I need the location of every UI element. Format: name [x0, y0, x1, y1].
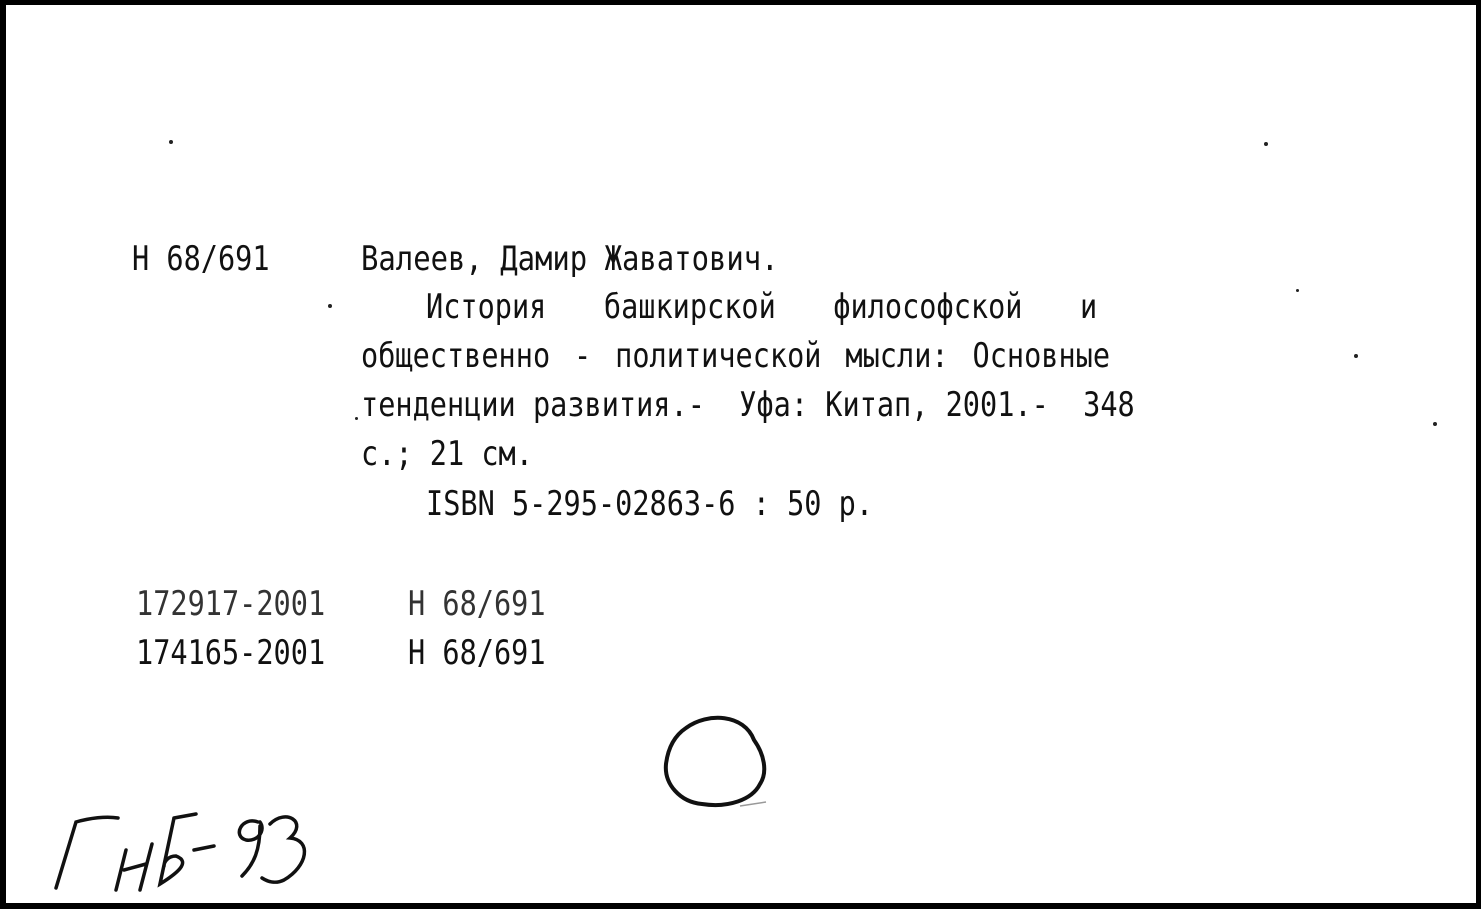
- title-line-2: общественно - политической мысли: Основные: [361, 336, 1111, 376]
- holding-shelf-2: Н 68/691: [408, 633, 546, 673]
- physical-description: с.; 21 см.: [361, 434, 533, 474]
- holding-inventory-1: 172917-2001: [136, 584, 326, 624]
- speck: [1296, 289, 1299, 292]
- speck: [355, 417, 358, 420]
- speck: [169, 140, 173, 144]
- author-heading: Валеев, Дамир Жаватович.: [361, 239, 779, 279]
- handwritten-note: [46, 800, 326, 900]
- speck: [1354, 354, 1358, 358]
- holding-inventory-2: 174165-2001: [136, 633, 326, 673]
- title-line-1: История башкирской философской и: [426, 287, 1098, 327]
- speck: [1433, 422, 1437, 426]
- isbn-line: ISBN 5-295-02863-6 : 50 р.: [426, 484, 874, 524]
- call-number: Н 68/691: [132, 239, 270, 279]
- holding-shelf-1: Н 68/691: [408, 584, 546, 624]
- speck: [1264, 142, 1268, 146]
- speck: [328, 304, 332, 308]
- circle-stamp: [656, 710, 781, 820]
- imprint-line: тенденции развития.- Уфа: Китап, 2001.- 348: [361, 385, 1135, 425]
